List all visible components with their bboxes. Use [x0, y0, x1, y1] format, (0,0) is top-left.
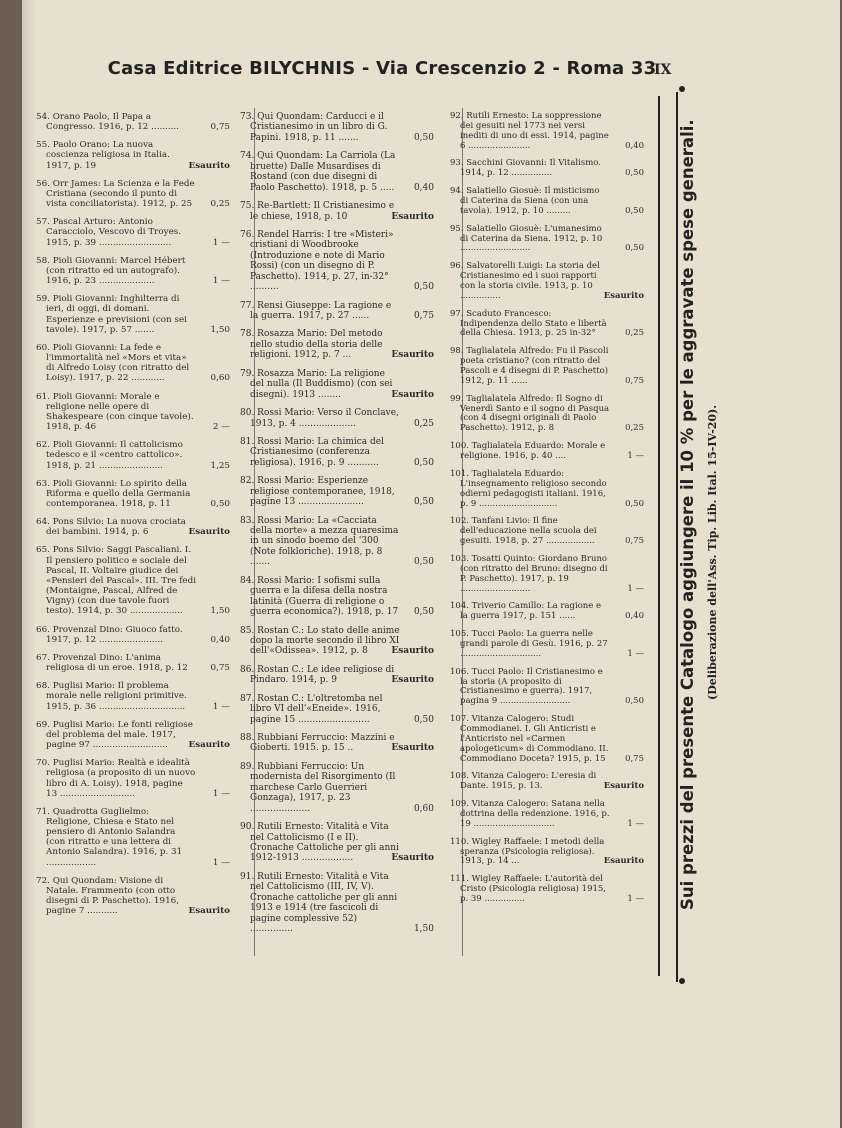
- entry-text: 75. Re-Bartlett: Il Cristianesimo e le chiese, 1918, p. 10: [240, 201, 395, 222]
- entry-price: Esaurito: [391, 211, 434, 222]
- entry-text: 74. Qui Quondam: La Carriola (La bruette) Dalle Musardises di Rostand (con due disegni di Paolo Paschetto). 1918, p. 5 .....: [240, 151, 396, 193]
- entry-text: 101. Taglialatela Eduardo: L'insegnamento religioso secondo odierni pedagogisti italiani. 1916, p. 9 .............................: [450, 468, 607, 509]
- entry-price: 0,75: [625, 753, 644, 764]
- entry-text: 98. Taglialatela Alfredo: Fu il Pascoli poeta cristiano? (con ritratto del Pascoli e 4 disegni di P. Paschetto) 1912, p. 11 ......: [450, 346, 609, 386]
- entry-text: 54. Orano Paolo, Il Papa a Congresso. 1916, p. 12 ..........: [36, 112, 179, 133]
- entry-text: 77. Rensi Giuseppe: La ragione e la guerra. 1917, p. 27 ......: [240, 300, 392, 321]
- entry-price: 1,50: [413, 924, 434, 934]
- catalog-entry: [34, 653, 230, 673]
- catalog-entry: [448, 187, 644, 217]
- entry-price: 1 —: [212, 701, 230, 712]
- entry-text: 103. Tosatti Quinto: Giordano Bruno (con ritratto del Bruno: disegno di P. Paschetto). 1917, p. 19 ..........................: [450, 553, 608, 594]
- entry-text: 68. Puglisi Mario: Il problema morale nelle religioni primitive. 1915, p. 36 ...............................: [36, 681, 187, 712]
- catalog-entry: [238, 329, 434, 360]
- catalog-entry: [34, 625, 230, 645]
- entry-text: 106. Tucci Paolo: Il Cristianesimo e la storia (A proposito di Cristianesimo e guerra). 1917, pagina 9 ..........................: [450, 666, 603, 707]
- catalog-entry: [448, 442, 644, 462]
- entry-price: 0,50: [210, 499, 230, 509]
- entry-text: 82. Rossi Mario: Esperienze religiose contemporanee, 1918, pagine 13 .......................: [240, 476, 395, 508]
- entry-price: Esaurito: [188, 160, 230, 171]
- entry-text: 88. Rubbiani Ferruccio: Mazzini e Gioberti. 1915. p. 15 ..: [240, 733, 395, 754]
- catalog-entry: [448, 517, 644, 547]
- entry-text: 70. Puglisi Mario: Realtà e idealità religiosa (a proposito di un nuovo libro di A. Loisy). 1918, pagine 13 ...........................: [36, 758, 196, 799]
- catalog-entry: [448, 800, 644, 830]
- catalog-entry: [34, 392, 230, 433]
- entry-price: 0,60: [210, 373, 230, 384]
- catalog-entry: [238, 516, 434, 568]
- catalog-entry: [448, 470, 644, 509]
- entry-price: 0,40: [625, 140, 644, 151]
- entry-text: 72. Qui Quondam: Visione di Natale. Frammento (con otto disegni di P. Paschetto). 1916, pagine 7 ...........: [36, 875, 179, 917]
- catalog-entry: [34, 179, 230, 209]
- entry-price: 1 —: [212, 788, 230, 799]
- entry-price: 0,50: [413, 607, 434, 618]
- catalog-column-2: [238, 112, 434, 942]
- catalog-entry: [238, 112, 434, 143]
- entry-text: 104. Triverio Camillo: La ragione e la guerra 1917, p. 151 ......: [450, 601, 602, 622]
- entry-price: Esaurito: [391, 743, 434, 754]
- entry-text: 107. Vitanza Calogero: Studi Commodianei. I. Gli Anticristi e l'Anticristo nel «Carmen apologeticum» di Commodiano. II. Commodiano Doceta? 1915, p. 15: [450, 714, 609, 764]
- entry-price: Esaurito: [391, 853, 434, 864]
- entry-price: 0,50: [413, 497, 434, 508]
- catalog-entry: [448, 715, 644, 764]
- entry-price: 0,50: [625, 205, 644, 216]
- entry-price: 0,25: [210, 199, 230, 210]
- entry-text: 102. Tanfani Livio: Il fine dell'educazione nella scuola dei gesuiti. 1918, p. 27 ..................: [450, 516, 597, 547]
- catalog-entry: [34, 807, 230, 868]
- catalog-entry: [448, 225, 644, 255]
- entry-text: 81. Rossi Mario: La chimica del Cristianesimo (conferenza religiosa). 1916, p. 9 ...........: [240, 436, 384, 468]
- catalog-entry: [238, 408, 434, 429]
- entry-text: 86. Rostan C.: Le idee religiose di Pindaro. 1914, p. 9: [240, 664, 395, 686]
- entry-price: 0,50: [625, 168, 644, 179]
- entry-price: 1 —: [627, 894, 644, 904]
- page-header-title: Casa Editrice BILYCHNIS - Via Crescenzio 2 - Roma 33: [107, 58, 657, 79]
- entry-text: 58. Pioli Giovanni: Marcel Hébert (con ritratto ed un autografo). 1916, p. 23 ....................: [36, 255, 186, 287]
- catalog-entry: [238, 626, 434, 657]
- entry-price: 1 —: [212, 276, 230, 287]
- entry-price: 0,75: [210, 122, 230, 133]
- catalog-entry: [238, 369, 434, 400]
- entry-price: 0,25: [625, 328, 644, 339]
- entry-price: 0,40: [210, 634, 230, 645]
- entry-text: 97. Scaduto Francesco: Indipendenza dello Stato e libertà della Chiesa. 1913, p. 25 in-32°: [450, 308, 607, 339]
- entry-text: 57. Pascal Arturo: Antonio Caracciolo, Vescovo di Troyes. 1915, p. 39 ..........................: [36, 217, 182, 248]
- catalog-entry: [448, 112, 644, 151]
- catalog-entry: [448, 668, 644, 707]
- catalog-entry: [238, 476, 434, 507]
- entry-text: 80. Rossi Mario: Verso il Conclave, 1913, p. 4 ....................: [240, 408, 399, 429]
- catalog-entry: [238, 822, 434, 864]
- catalog-entry: [238, 694, 434, 725]
- entry-price: 1 —: [212, 237, 230, 248]
- catalog-entry: [448, 262, 644, 301]
- entry-text: 105. Tucci Paolo: La guerra nelle grandi parole di Gesù. 1916, p. 27 ..............................: [450, 629, 608, 659]
- catalog-entry: [34, 479, 230, 509]
- entry-text: 63. Pioli Giovanni: Lo spirito della Riforma e quello della Germania contemporanea. 1918, p. 11: [36, 478, 191, 509]
- entry-price: 0,40: [625, 611, 644, 622]
- catalog-entry: [448, 555, 644, 594]
- entry-price: 0,50: [413, 132, 434, 143]
- catalog-entry: [34, 112, 230, 132]
- catalog-entry: [34, 217, 230, 247]
- entry-price: 0,50: [625, 696, 644, 707]
- entry-price: 0,50: [413, 457, 434, 468]
- catalog-entry: [34, 294, 230, 335]
- catalog-column-1: [34, 112, 230, 924]
- catalog-entry: [238, 762, 434, 814]
- entry-price: 1 —: [627, 451, 644, 462]
- catalog-entry: [34, 140, 230, 170]
- entry-text: 100. Taglialatela Eduardo: Morale e religione. 1916, p. 40 ....: [450, 441, 606, 462]
- entry-price: Esaurito: [391, 675, 434, 686]
- entry-text: 93. Sacchini Giovanni: Il Vitalismo. 1914, p. 12 ...............: [450, 158, 601, 179]
- entry-price: 1 —: [212, 857, 230, 868]
- entry-text: 69. Puglisi Mario: Le fonti religiose del problema del male. 1917, pagine 97 ...........................: [36, 719, 193, 751]
- catalog-entry: [238, 665, 434, 686]
- catalog-entry: [34, 876, 230, 917]
- entry-text: 65. Pons Silvio: Saggi Pascaliani. I. Il pensiero politico e sociale del Pascal, II. Voltaire giudice dei «Pensieri del Pascal». III. Tre fedi (Montaigne, Pascal, Alfred de Vigny) (con due tavole fuori testo). 1914, p. 30 ...................: [36, 545, 197, 617]
- entry-price: Esaurito: [391, 646, 434, 657]
- entry-text: 73. Qui Quondam: Carducci e il Cristianesimo in un libro di G. Papini. 1918, p. 11 .......: [240, 112, 388, 143]
- entry-price: 0,25: [413, 418, 434, 429]
- catalog-entry: [34, 517, 230, 537]
- entry-price: 0,75: [625, 536, 644, 547]
- catalog-entry: [34, 758, 230, 799]
- catalog-entry: [34, 720, 230, 750]
- entry-text: 78. Rosazza Mario: Del metodo nello studio della storia delle religioni. 1912, p. 7 ...: [240, 329, 383, 361]
- side-box-left-rule: [658, 96, 660, 976]
- entry-text: 111. Wigley Raffaele: L'autorità del Cristo (Psicologia religiosa) 1915, p. 39 ...............: [450, 874, 607, 904]
- entry-text: 79. Rosazza Mario: La religione del nulla (Il Buddismo) (con sei disegni). 1913 ........: [240, 368, 393, 400]
- entry-text: 55. Paolo Orano: La nuova coscienza religiosa in Italia. 1917, p. 19: [36, 140, 170, 171]
- entry-price: 1,50: [210, 606, 230, 617]
- entry-text: 60. Pioli Giovanni: La fede e l'immortalità nel «Mors et vita» di Alfredo Loisy (con ritratto del Loisy). 1917, p. 22 ............: [36, 342, 190, 384]
- entry-text: 56. Orr James: La Scienza e la Fede Cristiana (secondo il punto di vista conciliatorista). 1912, p. 25: [36, 178, 195, 210]
- catalog-entry: [238, 201, 434, 222]
- catalog-entry: [34, 440, 230, 470]
- entry-price: Esaurito: [188, 527, 230, 538]
- entry-price: 1 —: [627, 818, 644, 829]
- entry-text: 99. Taglialatela Alfredo: Il Sogno di Venerdì Santo e il sogno di Pasqua (con 4 disegni originali di Paolo Paschetto). 1912, p. 8: [450, 393, 610, 434]
- entry-text: 66. Provenzal Dino: Giuoco fatto. 1917, p. 12 .......................: [36, 624, 183, 645]
- entry-price: 0,50: [413, 282, 434, 293]
- catalog-entry: [448, 347, 644, 386]
- entry-price: 0,50: [413, 557, 434, 568]
- catalog-entry: [238, 733, 434, 754]
- page-number: IX: [654, 62, 672, 78]
- entry-price: Esaurito: [391, 389, 434, 400]
- catalog-entry: [34, 681, 230, 711]
- side-notice-note: (Deliberazione dell'Ass. Tip. Lib. Ital. 15-IV-20).: [706, 404, 719, 700]
- catalog-entry: [448, 310, 644, 340]
- entry-text: 67. Provenzal Dino: L'anima religiosa di un eroe. 1918, p. 12: [36, 652, 188, 674]
- entry-text: 83. Rossi Mario: La «Cacciata della morte» a mezza quaresima in un sinodo boemo del '300 (Note folkloriche). 1918, p. 8 .......: [240, 515, 399, 568]
- entry-price: 1 —: [627, 648, 644, 659]
- entry-price: 0,25: [625, 423, 644, 434]
- entry-text: 84. Rossi Mario: I sofismi sulla guerra e la difesa della nostra latinità (Guerra di religione o guerra economica?). 1918, p. 17: [240, 575, 399, 618]
- entry-price: 0,50: [625, 243, 644, 254]
- entry-text: 109. Vitanza Calogero: Satana nella dottrina della redenzione. 1916, p. 19 ..............................: [450, 799, 610, 829]
- entry-text: 71. Quadrotta Guglielmo: Religione, Chiesa e Stato nel pensiero di Antonio Salandra (con ritratto e una lettera di Antonio Salandra). 1916, p. 31 ..................: [36, 806, 183, 868]
- catalog-entry: [448, 838, 644, 868]
- entry-price: 0,75: [210, 663, 230, 674]
- entry-text: 110. Wigley Raffaele: I metodi della speranza (Psicologia religiosa). 1913, p. 14 ...: [450, 836, 605, 867]
- catalog-entry: [448, 602, 644, 622]
- catalog-entry: [238, 230, 434, 293]
- entry-text: 95. Salatiello Giosuè: L'umanesimo di Caterina da Siena. 1912, p. 10 ..........................: [450, 223, 603, 254]
- entry-price: 0,75: [625, 375, 644, 386]
- entry-text: 85. Rostan C.: Lo stato delle anime dopo la morte secondo il libro XI dell'«Odissea». 1912, p. 8: [240, 625, 400, 657]
- entry-text: 61. Pioli Giovanni: Morale e religione nelle opere di Shakespeare (con cinque tavole). 1918, p. 46: [36, 391, 194, 433]
- entry-text: 94. Salatiello Giosuè: Il misticismo di Caterina da Siena (con una tavola). 1912, p. 10 .........: [450, 186, 600, 216]
- entry-price: Esaurito: [603, 781, 644, 792]
- catalog-entry: [238, 872, 434, 935]
- entry-text: 76. Rendel Harris: I tre «Misteri» cristiani di Woodbrooke (Introduzione e note di Mario Rossi) (con un disegno di P. Paschetto). 1914, p. 27, in-32° ..........: [240, 229, 394, 293]
- entry-text: 96. Salvatorelli Luigi: La storia del Cristianesimo ed i suoi rapporti con la storia civile. 1913, p. 10 ...............: [450, 261, 600, 301]
- entry-price: Esaurito: [603, 856, 644, 867]
- entry-price: 2 —: [212, 422, 230, 433]
- entry-text: 87. Rostan C.: L'oltretomba nel libro VI dell'«Eneide». 1916, pagine 15 .........................: [240, 693, 383, 725]
- entry-price: 1,50: [210, 324, 230, 335]
- catalog-entry: [238, 576, 434, 618]
- entry-price: 1,25: [210, 460, 230, 471]
- entry-text: 90. Rutili Ernesto: Vitalità e Vita nel Cattolicismo (I e II). Cronache Cattoliche per gli anni 1912-1913 ..................: [240, 822, 399, 864]
- entry-text: 89. Rubbiani Ferruccio: Un modernista del Risorgimento (Il marchese Carlo Guerrieri Gonzaga), 1917, p. 23 .....................: [240, 761, 396, 814]
- entry-text: 64. Pons Silvio: La nuova crociata dei bambini. 1914, p. 6: [36, 517, 187, 538]
- entry-price: 0,50: [413, 714, 434, 725]
- entry-price: 0,50: [625, 498, 644, 509]
- entry-text: 108. Vitanza Calogero: L'eresia di Dante. 1915, p. 13.: [450, 771, 597, 792]
- catalog-entry: [448, 630, 644, 660]
- entry-price: 0,40: [413, 182, 434, 193]
- entry-price: 0,60: [413, 803, 434, 814]
- entry-text: 91. Rutili Ernesto: Vitalità e Vita nel Cattolicismo (III, IV, V). Cronache cattoliche per gli anni 1913 e 1914 (tre fascicoli di pagine complessive 52) ...............: [240, 871, 398, 934]
- entry-price: 1 —: [627, 583, 644, 594]
- entry-text: 92. Rutili Ernesto: La soppressione dei gesuiti nel 1773 nei versi inediti di uno di essi. 1914, pagine 6 .......................: [450, 111, 609, 151]
- entry-price: Esaurito: [603, 290, 644, 301]
- catalog-entry: [34, 256, 230, 286]
- entry-price: 0,75: [413, 311, 434, 321]
- catalog-entry: [34, 545, 230, 616]
- catalog-entry: [238, 301, 434, 322]
- catalog-entry: [448, 772, 644, 792]
- entry-price: Esaurito: [188, 906, 230, 917]
- catalog-entry: [238, 437, 434, 468]
- catalog-entry: [448, 875, 644, 905]
- catalog-column-3: [448, 112, 644, 913]
- catalog-entry: [34, 343, 230, 384]
- side-notice-text: Sui prezzi del presente Catalogo aggiungere il 10 % per le aggravate spese generali.: [678, 119, 697, 910]
- entry-text: 62. Pioli Giovanni: Il cattolicismo tedesco e il «centro cattolico». 1918, p. 21 .......................: [36, 440, 183, 471]
- catalog-entry: [448, 159, 644, 179]
- entry-text: 59. Pioli Giovanni: Inghilterra di ieri, di oggi, di domani. Esperienze e previsioni (con sei tavole). 1917, p. 57 .......: [36, 294, 187, 335]
- catalog-entry: [448, 395, 644, 434]
- entry-price: Esaurito: [391, 350, 434, 361]
- catalog-entry: [238, 151, 434, 193]
- entry-price: Esaurito: [188, 740, 230, 751]
